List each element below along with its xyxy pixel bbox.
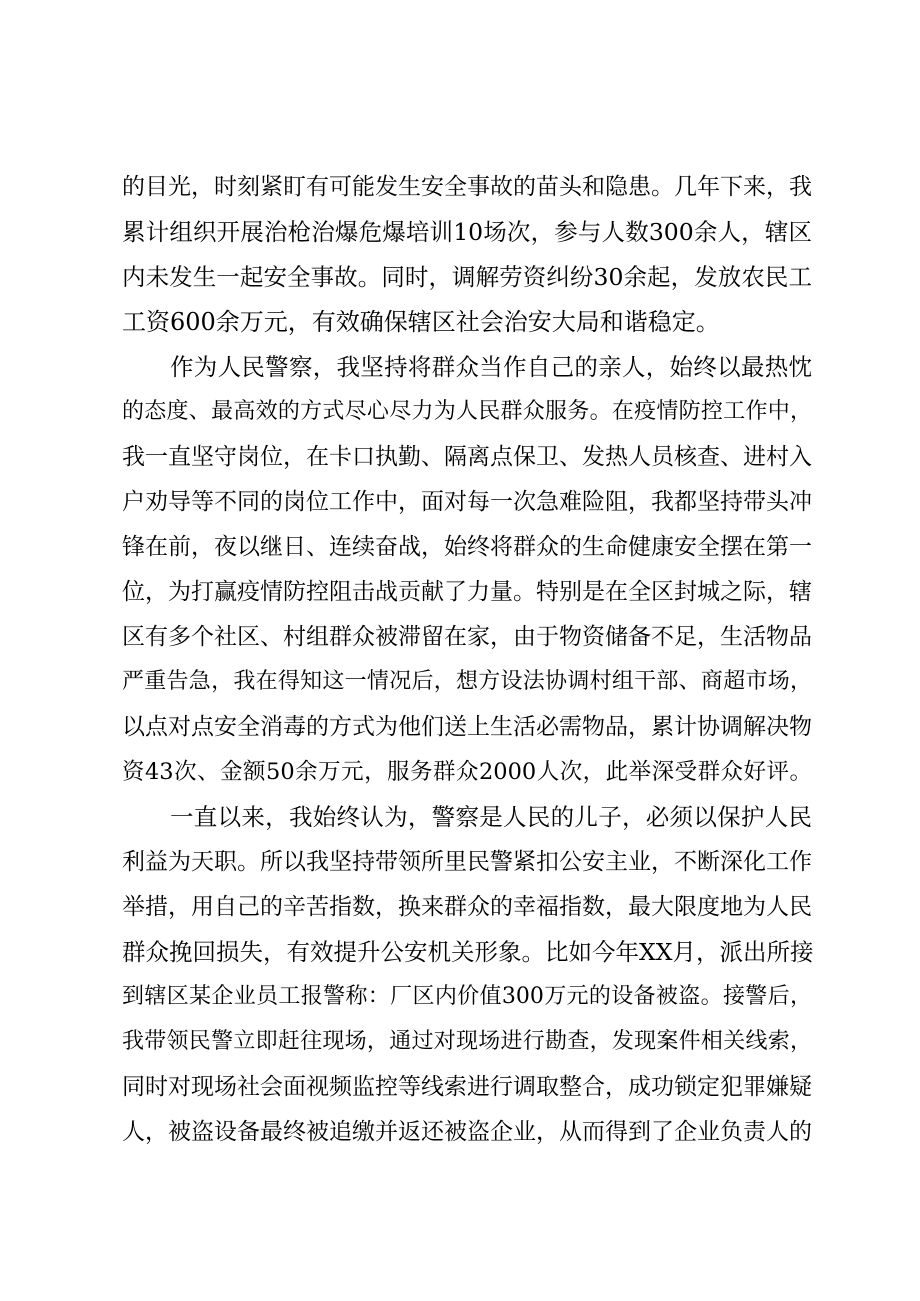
paragraph-3-line-4: 群众挽回损失，有效提升公安机关形象。比如今年XX月，派出所接 — [122, 938, 814, 966]
paragraph-1-line-4: 工资600余万元，有效确保辖区社会治安大局和谐稳定。 — [122, 308, 720, 336]
paragraph-1-line-1: 的目光，时刻紧盯有可能发生安全事故的苗头和隐患。几年下来，我 — [122, 174, 812, 200]
paragraph-2-line-2: 的态度、最高效的方式尽心尽力为人民群众服务。在疫情防控工作中， — [122, 399, 812, 424]
paragraph-3-line-7: 同时对现场社会面视频监控等线索进行调取整合，成功锁定犯罪嫌疑 — [122, 1074, 812, 1100]
paragraph-3-line-2: 利益为天职。所以我坚持带领所里民警紧扣公安主业，不断深化工作 — [122, 849, 812, 875]
paragraph-1-line-2: 累计组织开展治枪治爆危爆培训10场次，参与人数300余人，辖区 — [122, 218, 812, 246]
paragraph-3-line-5: 到辖区某企业员工报警称：厂区内价值300万元的设备被盗。接警后， — [122, 984, 812, 1009]
paragraph-3-line-6: 我带领民警立即赶往现场，通过对现场进行勘查，发现案件相关线索， — [122, 1029, 812, 1054]
paragraph-2-line-3: 我一直坚守岗位，在卡口执勤、隔离点保卫、发热人员核查、进村入 — [122, 444, 812, 470]
paragraph-3-line-1: 一直以来，我始终认为，警察是人民的儿子，必须以保护人民 — [170, 803, 812, 831]
paragraph-2-line-10: 资43次、金额50余万元，服务群众2000人次，此举深受群众好评。 — [122, 759, 812, 785]
paragraph-2-line-5: 锋在前，夜以继日、连续奋战，始终将群众的生命健康安全摆在第一 — [122, 534, 812, 560]
paragraph-2-line-4: 户劝导等不同的岗位工作中，面对每一次急难险阻，我都坚持带头冲 — [122, 489, 812, 515]
paragraph-2-line-7: 区有多个社区、村组群众被滞留在家，由于物资储备不足，生活物品 — [122, 624, 812, 650]
paragraph-2-line-9: 以点对点安全消毒的方式为他们送上生活必需物品，累计协调解决物 — [122, 714, 812, 740]
paragraph-3-line-3: 举措，用自己的辛苦指数，换来群众的幸福指数，最大限度地为人民 — [122, 894, 812, 920]
paragraph-1-line-3: 内未发生一起安全事故。同时，调解劳资纠纷30余起，发放农民工 — [122, 263, 812, 291]
paragraph-2-line-8: 严重告急，我在得知这一情况后，想方设法协调村组干部、商超市场， — [122, 669, 812, 694]
paragraph-3-line-8: 人，被盗设备最终被追缴并返还被盗企业，从而得到了企业负责人的 — [122, 1119, 812, 1145]
paragraph-2-line-1: 作为人民警察，我坚持将群众当作自己的亲人，始终以最热忱 — [170, 353, 812, 381]
paragraph-2-line-6: 位，为打赢疫情防控阻击战贡献了力量。特别是在全区封城之际，辖 — [122, 579, 812, 605]
